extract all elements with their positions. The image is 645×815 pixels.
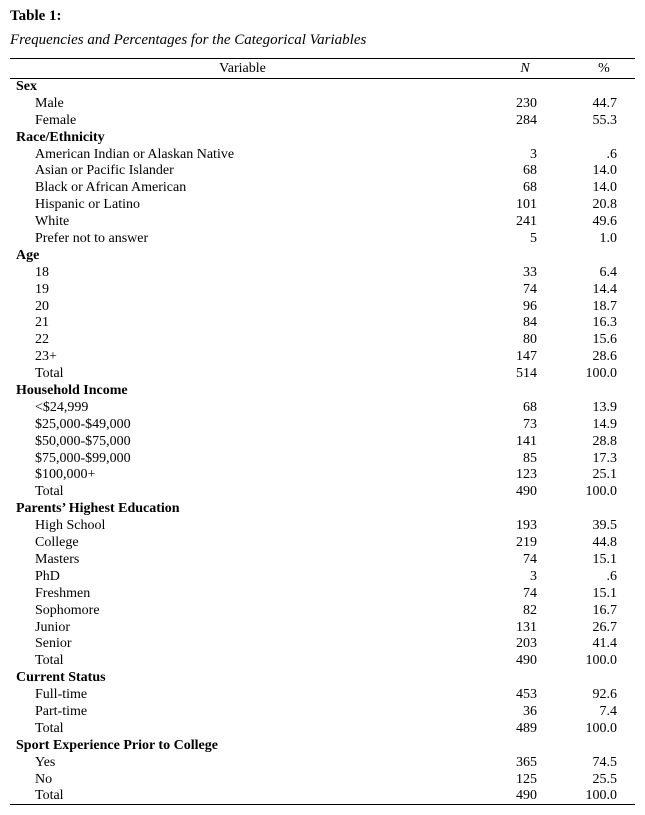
row-label: White: [35, 214, 70, 230]
row-n-value: 141: [516, 433, 537, 449]
table-row: [0, 569, 645, 586]
row-label: Junior: [35, 619, 70, 635]
section-header-row: [0, 501, 645, 518]
row-percent-value: .6: [606, 568, 617, 584]
section-header-row: [0, 383, 645, 400]
row-label: 22: [35, 332, 49, 348]
row-percent-value: 100.0: [585, 484, 617, 500]
row-label: Sophomore: [35, 602, 100, 618]
table-row: [0, 315, 645, 332]
row-n-value: 101: [516, 197, 537, 213]
table-row: [0, 484, 645, 501]
row-n-value: 68: [523, 180, 537, 196]
row-n-value: 193: [516, 518, 537, 534]
row-label: 23+: [35, 349, 57, 365]
row-percent-value: 17.3: [592, 450, 617, 466]
row-n-value: 5: [530, 231, 537, 247]
row-label: $25,000-$49,000: [35, 416, 131, 432]
row-n-value: 33: [523, 264, 537, 280]
table-row: [0, 653, 645, 670]
row-label: Male: [35, 95, 64, 111]
row-n-value: 490: [516, 788, 537, 804]
table-row: [0, 214, 645, 231]
table-body: [0, 79, 645, 805]
row-percent-value: 100.0: [585, 653, 617, 669]
section-label: Parents’ Highest Education: [16, 501, 180, 517]
row-percent-value: 20.8: [592, 197, 617, 213]
row-label: Hispanic or Latino: [35, 197, 140, 213]
row-percent-value: 26.7: [592, 619, 617, 635]
section-header-row: [0, 79, 645, 96]
section-header-row: [0, 130, 645, 147]
row-percent-value: 44.8: [592, 535, 617, 551]
row-n-value: 82: [523, 602, 537, 618]
row-n-value: 490: [516, 653, 537, 669]
table-row: [0, 434, 645, 451]
table-row: [0, 366, 645, 383]
row-percent-value: 15.1: [592, 585, 617, 601]
row-n-value: 80: [523, 332, 537, 348]
row-percent-value: 14.0: [592, 180, 617, 196]
row-label: College: [35, 535, 79, 551]
row-n-value: 68: [523, 163, 537, 179]
table-row: [0, 400, 645, 417]
row-label: American Indian or Alaskan Native: [35, 146, 235, 162]
section-label: Sport Experience Prior to College: [16, 737, 218, 753]
row-n-value: 203: [516, 636, 537, 652]
row-n-value: 453: [516, 687, 537, 703]
row-n-value: 514: [516, 366, 537, 382]
table-row: [0, 349, 645, 366]
table-row: [0, 603, 645, 620]
section-header-row: [0, 248, 645, 265]
row-percent-value: 25.1: [592, 467, 617, 483]
table-row: [0, 197, 645, 214]
row-label: <$24,999: [35, 399, 89, 415]
table-row: [0, 620, 645, 637]
row-percent-value: 25.5: [592, 771, 617, 787]
section-label: Current Status: [16, 670, 106, 686]
row-percent-value: 1.0: [599, 231, 617, 247]
row-n-value: 74: [523, 281, 537, 297]
row-percent-value: 55.3: [592, 112, 617, 128]
row-n-value: 123: [516, 467, 537, 483]
table-row: [0, 687, 645, 704]
row-label: $75,000-$99,000: [35, 450, 131, 466]
table-row: [0, 467, 645, 484]
table-row: [0, 586, 645, 603]
row-n-value: 489: [516, 720, 537, 736]
row-n-value: 85: [523, 450, 537, 466]
row-percent-value: 100.0: [585, 366, 617, 382]
row-n-value: 365: [516, 754, 537, 770]
table-row: [0, 163, 645, 180]
row-percent-value: 41.4: [592, 636, 617, 652]
top-rule: [10, 58, 635, 59]
row-label: Masters: [35, 551, 80, 567]
row-label: PhD: [35, 568, 60, 584]
table-subtitle: Frequencies and Percentages for the Categorical Variables: [10, 32, 367, 48]
table-row: [0, 704, 645, 721]
row-percent-value: 28.8: [592, 433, 617, 449]
table-row: [0, 636, 645, 653]
row-percent-value: 28.6: [592, 349, 617, 365]
section-label: Household Income: [16, 383, 128, 399]
table-row: [0, 451, 645, 468]
row-label: Yes: [35, 754, 56, 770]
row-n-value: 241: [516, 214, 537, 230]
table-row: [0, 417, 645, 434]
section-label: Age: [16, 247, 40, 263]
row-label: Black or African American: [35, 180, 187, 196]
row-label: Total: [35, 788, 64, 804]
row-label: Total: [35, 653, 64, 669]
section-header-row: [0, 738, 645, 755]
row-n-value: 74: [523, 551, 537, 567]
table-row: [0, 180, 645, 197]
row-n-value: 230: [516, 95, 537, 111]
table-row: [0, 231, 645, 248]
table-row: [0, 332, 645, 349]
row-label: Full-time: [35, 687, 88, 703]
row-label: Part-time: [35, 703, 88, 719]
row-label: Total: [35, 484, 64, 500]
row-label: $50,000-$75,000: [35, 433, 131, 449]
row-n-value: 74: [523, 585, 537, 601]
bottom-rule: [10, 804, 635, 805]
table-row: [0, 113, 645, 130]
row-n-value: 125: [516, 771, 537, 787]
table-row: [0, 755, 645, 772]
row-percent-value: 14.0: [592, 163, 617, 179]
table-row: [0, 299, 645, 316]
row-percent-value: 14.9: [592, 416, 617, 432]
row-percent-value: 16.7: [592, 602, 617, 618]
row-n-value: 490: [516, 484, 537, 500]
row-label: Prefer not to answer: [35, 231, 149, 247]
header-percent: %: [598, 61, 610, 76]
row-label: Senior: [35, 636, 72, 652]
row-percent-value: 15.6: [592, 332, 617, 348]
row-n-value: 68: [523, 399, 537, 415]
row-n-value: 147: [516, 349, 537, 365]
section-label: Sex: [16, 79, 37, 94]
table-row: [0, 772, 645, 789]
row-percent-value: 74.5: [592, 754, 617, 770]
row-n-value: 219: [516, 535, 537, 551]
row-percent-value: 49.6: [592, 214, 617, 230]
header-variable: Variable: [219, 61, 266, 76]
row-percent-value: 39.5: [592, 518, 617, 534]
table-row: [0, 535, 645, 552]
row-label: Total: [35, 720, 64, 736]
row-percent-value: 44.7: [592, 95, 617, 111]
table-row: [0, 552, 645, 569]
table-row: [0, 721, 645, 738]
section-header-row: [0, 670, 645, 687]
table-row: [0, 518, 645, 535]
row-label: 21: [35, 315, 49, 331]
row-label: Female: [35, 112, 77, 128]
row-label: Freshmen: [35, 585, 91, 601]
row-percent-value: 100.0: [585, 788, 617, 804]
row-n-value: 3: [530, 146, 537, 162]
row-percent-value: 18.7: [592, 298, 617, 314]
section-label: Race/Ethnicity: [16, 129, 105, 145]
row-percent-value: 100.0: [585, 720, 617, 736]
table-row: [0, 788, 645, 805]
row-percent-value: .6: [606, 146, 617, 162]
row-n-value: 84: [523, 315, 537, 331]
header-n: N: [520, 61, 530, 76]
table-row: [0, 265, 645, 282]
row-n-value: 3: [530, 568, 537, 584]
row-label: Total: [35, 366, 64, 382]
row-percent-value: 13.9: [592, 399, 617, 415]
row-percent-value: 14.4: [592, 281, 617, 297]
row-n-value: 284: [516, 112, 537, 128]
row-percent-value: 6.4: [599, 264, 617, 280]
row-label: Asian or Pacific Islander: [35, 163, 174, 179]
table-row: [0, 147, 645, 164]
table-row: [0, 96, 645, 113]
row-n-value: 96: [523, 298, 537, 314]
row-percent-value: 15.1: [592, 551, 617, 567]
row-percent-value: 7.4: [599, 703, 617, 719]
row-percent-value: 16.3: [592, 315, 617, 331]
table-title: Table 1:: [10, 8, 62, 24]
row-n-value: 131: [516, 619, 537, 635]
row-label: $100,000+: [35, 467, 96, 483]
row-n-value: 36: [523, 703, 537, 719]
row-n-value: 73: [523, 416, 537, 432]
row-label: 19: [35, 281, 49, 297]
row-label: No: [35, 771, 53, 787]
row-label: 18: [35, 264, 49, 280]
row-label: High School: [35, 518, 106, 534]
row-percent-value: 92.6: [592, 687, 617, 703]
row-label: 20: [35, 298, 49, 314]
table-row: [0, 282, 645, 299]
